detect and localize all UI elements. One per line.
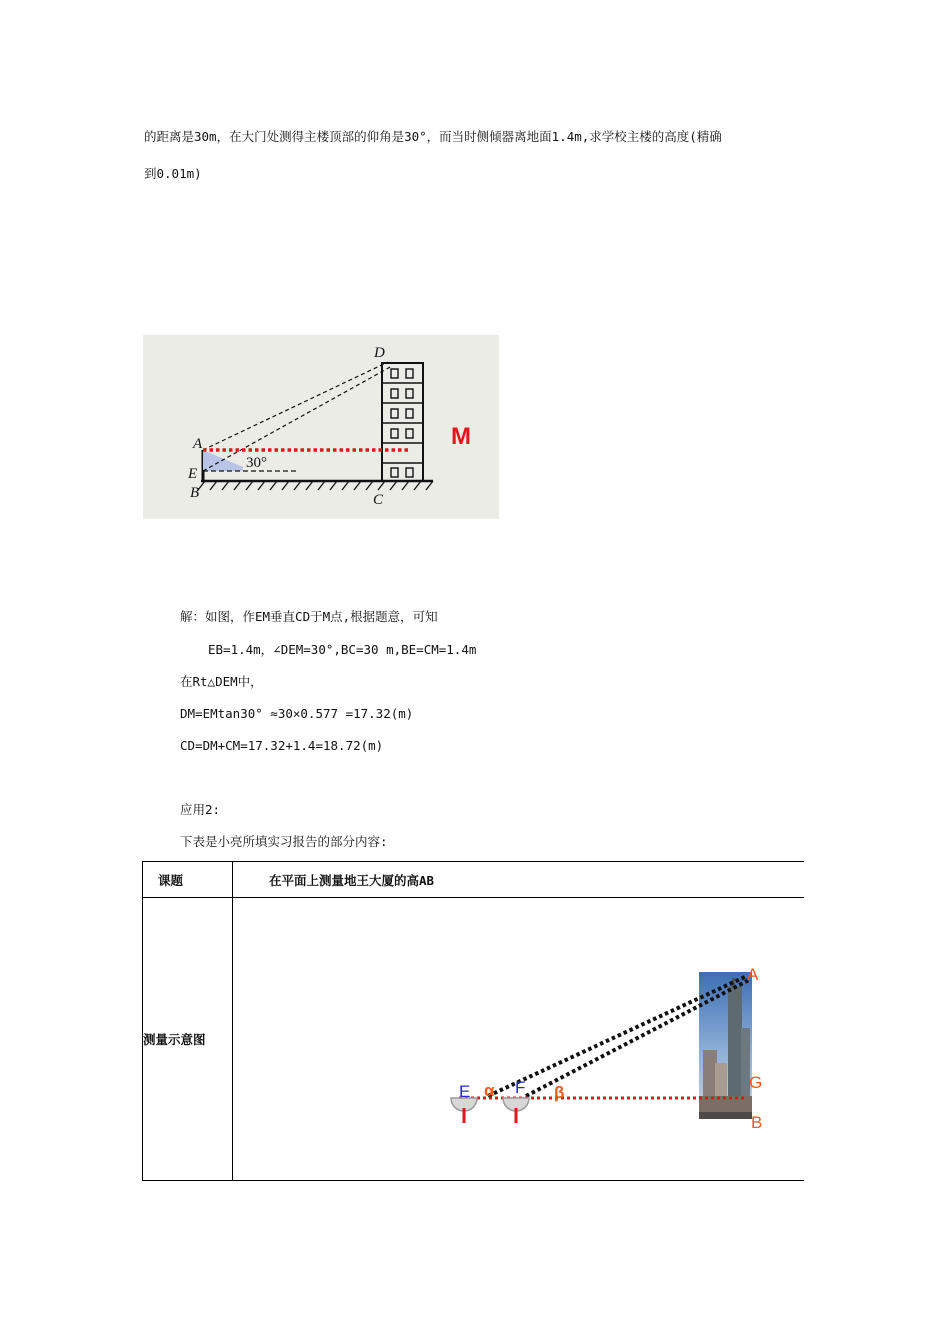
label-f: F xyxy=(515,1078,526,1097)
label-b: B xyxy=(751,1113,763,1132)
instrument-f xyxy=(503,1098,529,1123)
label-d: D xyxy=(374,345,385,361)
problem-line-2: 到0.01m) xyxy=(144,166,202,181)
application-heading: 应用2: xyxy=(180,802,221,817)
row2-label-cell xyxy=(143,898,233,1181)
label-a: A xyxy=(193,436,203,452)
label-g: G xyxy=(749,1073,763,1092)
solution-line-4: DM=EMtan30° ≈30×0.577 =17.32(m) xyxy=(180,706,414,721)
row1-label: 课题 xyxy=(158,872,184,888)
application-intro: 下表是小亮所填实习报告的部分内容: xyxy=(180,834,388,849)
solution-line-2: EB=1.4m，∠DEM=30°,BC=30 m,BE=CM=1.4m xyxy=(208,642,477,657)
problem-line-1: 的距离是30m，在大门处测得主楼顶部的仰角是30°，而当时侧倾器离地面1.4m,求学校主楼的高度(精确 xyxy=(144,129,722,144)
row1-value: 在平面上测量地王大厦的高AB xyxy=(269,872,435,888)
label-e: E xyxy=(188,466,198,482)
solution-line-1: 解：如图，作EM垂直CD于M点,根据题意，可知 xyxy=(180,609,438,624)
label-a: A xyxy=(747,965,759,984)
row1-label-cell xyxy=(143,862,233,898)
label-beta: β xyxy=(554,1083,565,1102)
label-b: B xyxy=(190,485,200,501)
row2-figure-cell xyxy=(233,898,805,1181)
solution-line-3: 在Rt△DEM中， xyxy=(180,674,263,689)
label-e: E xyxy=(459,1082,471,1101)
label-c: C xyxy=(373,492,384,508)
report-table xyxy=(142,861,804,1181)
label-m: M xyxy=(451,423,471,450)
building-measure-figure xyxy=(143,335,499,519)
row1-value-cell xyxy=(233,862,805,898)
tower-measure-figure xyxy=(233,898,793,1180)
instrument-e xyxy=(451,1098,477,1123)
solution-line-5: CD=DM+CM=17.32+1.4=18.72(m) xyxy=(180,738,384,753)
label-angle: 30° xyxy=(246,455,267,471)
label-alpha: α xyxy=(484,1081,495,1100)
row2-label: 测量示意图 xyxy=(143,1032,206,1047)
